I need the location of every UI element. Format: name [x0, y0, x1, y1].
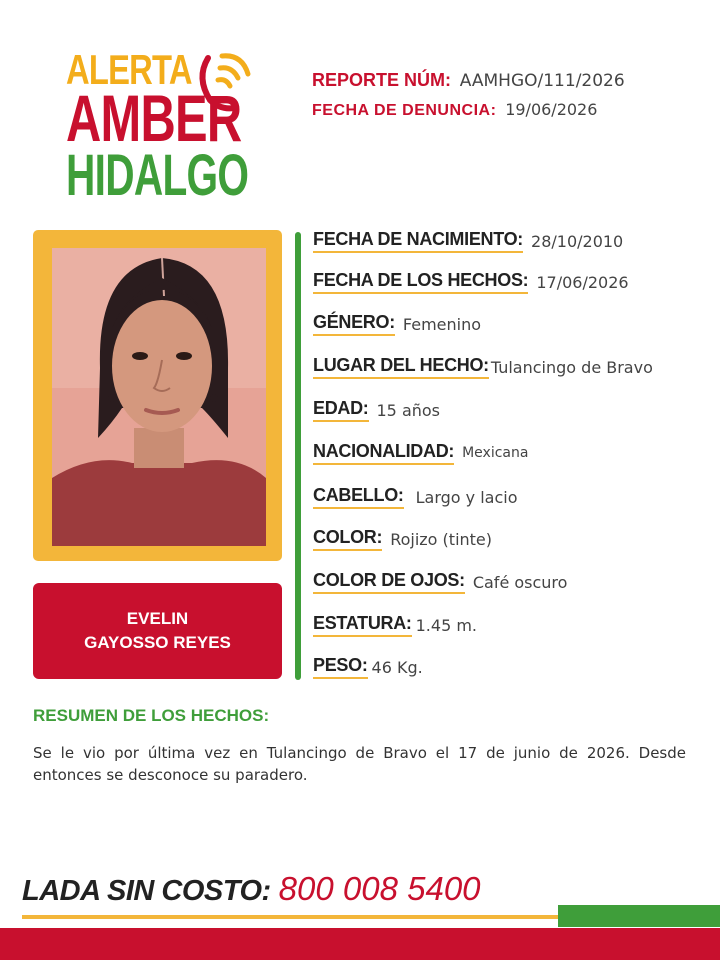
signal-waves-icon — [190, 48, 260, 118]
report-number — [312, 70, 625, 91]
person-name-box — [33, 583, 282, 679]
field-height — [313, 610, 477, 640]
field-gender — [313, 309, 481, 339]
field-value: 17/06/2026 — [536, 272, 629, 292]
field-weight — [313, 652, 423, 682]
field-value: 28/10/2010 — [531, 231, 624, 251]
person-first-name: EVELIN — [126, 609, 189, 628]
field-label: GÉNERO: — [313, 312, 395, 336]
field-eye-color — [313, 567, 567, 597]
logo-amber-text: AMBER — [66, 81, 242, 155]
field-hair-color — [313, 524, 492, 554]
logo-hidalgo-text: HIDALGO — [66, 143, 249, 208]
footer-yellow-stripe — [22, 915, 558, 919]
summary-text: Se le vio por última vez en Tulancingo de Bravo el 17 de junio de 2026. Desde entonces se desconoce su paradero. — [33, 744, 686, 784]
field-value: Femenino — [402, 314, 482, 334]
field-value: Café oscuro — [472, 572, 568, 592]
report-date — [312, 100, 597, 120]
field-nationality — [313, 438, 528, 468]
field-value: Largo y lacio — [415, 487, 518, 507]
summary-title: RESUMEN DE LOS HECHOS: — [33, 706, 270, 725]
toll-free-phone[interactable]: 800 008 5400 — [278, 870, 481, 907]
person-last-names: GAYOSSO REYES — [84, 633, 231, 652]
report-date-value: 19/06/2026 — [505, 100, 598, 119]
field-label: COLOR DE OJOS: — [313, 570, 465, 594]
field-hair — [313, 482, 517, 512]
field-value: 15 años — [376, 400, 441, 420]
field-label: EDAD: — [313, 398, 369, 422]
field-label: ESTATURA: — [313, 613, 412, 637]
field-label: LUGAR DEL HECHO: — [313, 355, 489, 379]
report-number-label: REPORTE NÚM: — [312, 70, 451, 90]
field-value: Rojizo (tinte) — [390, 529, 493, 549]
field-birth-date — [313, 226, 623, 256]
field-label: NACIONALIDAD: — [313, 441, 454, 465]
field-age — [313, 395, 440, 425]
missing-person-photo — [52, 248, 266, 546]
field-label: FECHA DE NACIMIENTO: — [313, 229, 523, 253]
field-event-date — [313, 267, 629, 297]
footer-green-block — [558, 905, 720, 927]
footer-red-band — [0, 928, 720, 960]
logo-alerta-text: ALERTA — [66, 46, 192, 93]
field-label: FECHA DE LOS HECHOS: — [313, 270, 528, 294]
field-value: Mexicana — [462, 445, 529, 461]
field-label: COLOR: — [313, 527, 382, 551]
field-label: PESO: — [313, 655, 368, 679]
field-value: Tulancingo de Bravo — [490, 357, 653, 377]
green-divider — [295, 232, 301, 680]
toll-free-line — [22, 870, 481, 908]
report-number-value: AAMHGO/111/2026 — [459, 71, 625, 91]
toll-free-label: LADA SIN COSTO: — [22, 875, 271, 907]
field-label: CABELLO: — [313, 485, 404, 509]
report-date-label: FECHA DE DENUNCIA: — [312, 102, 497, 119]
field-location — [313, 352, 653, 382]
alerta-amber-hidalgo-logo — [66, 46, 256, 206]
photo-frame — [33, 230, 282, 561]
field-value: 46 Kg. — [371, 657, 423, 677]
field-value: 1.45 m. — [415, 615, 478, 635]
